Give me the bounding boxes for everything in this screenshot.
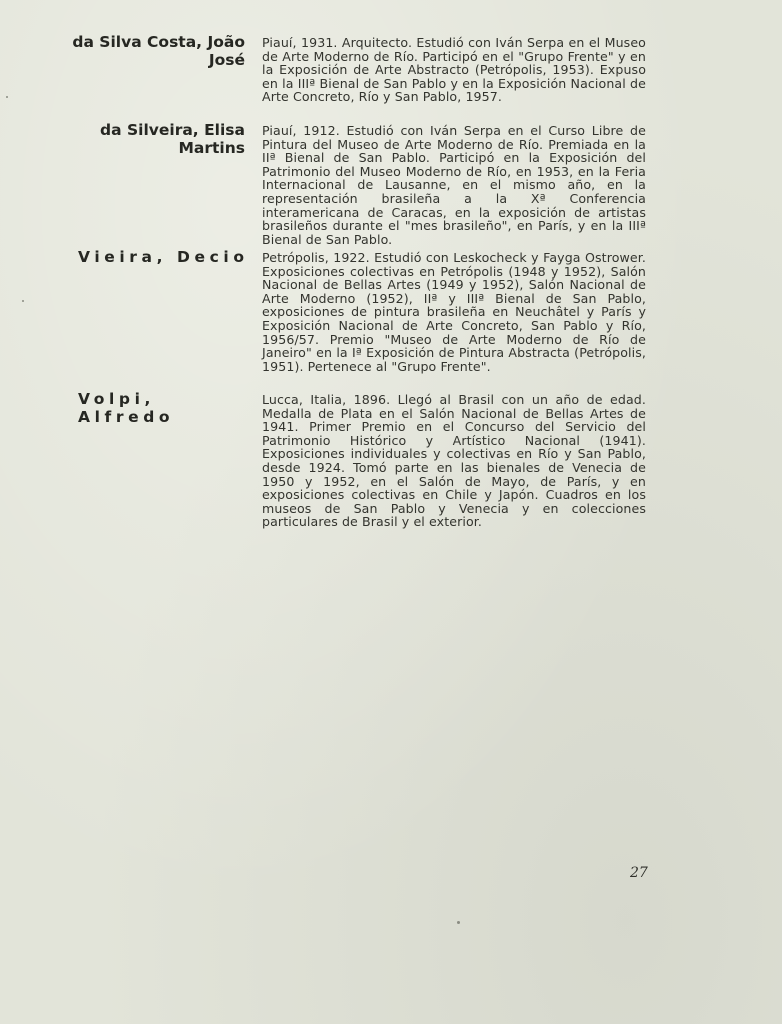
artist-biography: Piauí, 1912. Estudió con Iván Serpa en el Curso Libre de Pintura del Museo de Arte Moderno de Río. Premiada en la IIª Bienal de San Pablo. Participó en la Exposición del Patrimonio del Museo Moderno de Río, en 1953, en la Feria Internacional de Lausanne, en el mismo año, en la representación brasileña a la Xª Conferencia interamericana de Caracas, en la exposición de artistas brasileños durante el "mes brasileño", en París, y en la IIIª Bienal de San Pablo. [262,123,646,247]
paper-speck [457,921,460,924]
artist-name-line1: da Silva Costa, João [72,33,245,51]
artist-biography: Petrópolis, 1922. Estudió con Leskocheck y Fayga Ostrower. Exposiciones colectivas en Petrópolis (1948 y 1952), Salón Nacional de Bellas Artes (1949 y 1952), Salón Nacional de Arte Moderno (1952), IIª y IIIª Bienal de San Pablo, exposiciones de pintura brasileña en Neuchâtel y París y Exposición Nacional de Arte Concreto, San Pablo y Río, 1956/57. Premio "Museo de Arte Moderno de Río de Janeiro" en la Iª Exposición de Pintura Abstracta (Petrópolis, 1951). Pertenece al "Grupo Frente". [262,250,646,374]
artist-biography: Piauí, 1931. Arquitecto. Estudió con Iván Serpa en el Museo de Arte Moderno de Río. Participó en el "Grupo Frente" y en la Exposición de Arte Abstracto (Petrópolis, 1953). Expuso en la IIIª Bienal de San Pablo y en la Exposición Nacional de Arte Concreto, Río y San Pablo, 1957. [262,35,646,105]
artist-name-line2: Martins [178,139,245,157]
paper-speck [6,96,8,98]
artist-name [78,390,253,426]
artist-biography: Lucca, Italia, 1896. Llegó al Brasil con un año de edad. Medalla de Plata en el Salón Nacional de Bellas Artes de 1941. Primer Premio en el Concurso del Servicio del Patrimonio Histórico y Artístico Nacional (1941). Exposiciones individuales y colectivas en Río y San Pablo, desde 1924. Tomó parte en las bienales de Venecia de 1950 y 1952, en el Salón de Mayo, de París, y en exposiciones colectivas en Chile y Japón. Cuadros en los museos de San Pablo y Venecia y en colecciones particulares de Brasil y el exterior. [262,392,646,530]
page-number: 27 [630,865,648,881]
artist-name [60,33,245,69]
artist-name-line1: Volpi, Alfredo [78,390,175,426]
artist-name [60,121,245,157]
artist-name-line2: José [208,51,245,69]
artist-name-line1: Vieira, Decio [78,248,249,266]
artist-name-line1: da Silveira, Elisa [100,121,245,139]
paper-speck [22,300,24,302]
artist-name [78,248,253,266]
